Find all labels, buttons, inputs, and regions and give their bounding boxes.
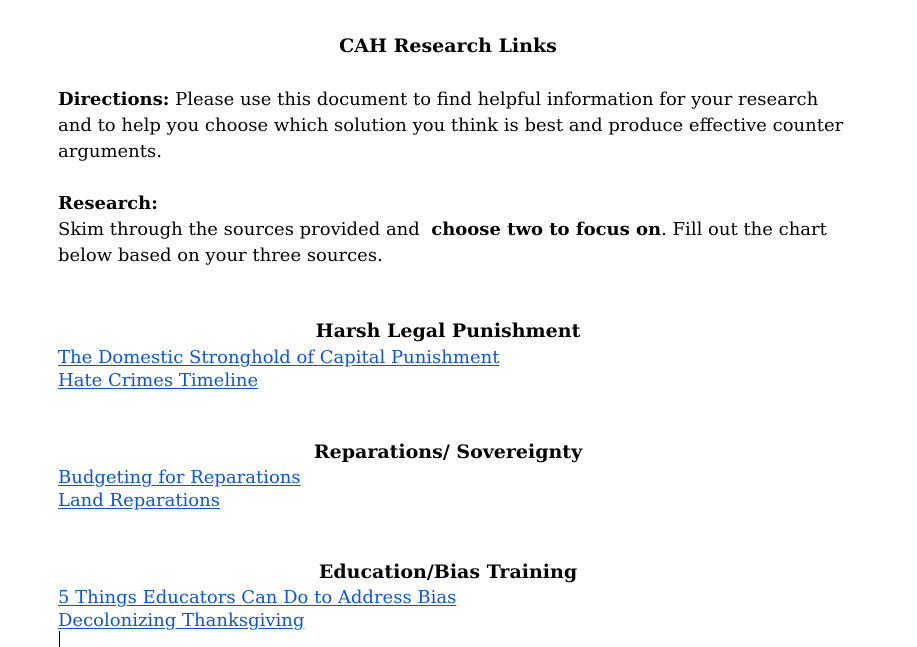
link-decolonizing-thanksgiving[interactable]: Decolonizing Thanksgiving — [58, 610, 305, 631]
research-text-before: Skim through the sources provided and — [58, 219, 432, 240]
link-hate-crimes-timeline[interactable]: Hate Crimes Timeline — [58, 370, 259, 391]
list-item — [58, 609, 456, 632]
document-title: CAH Research Links — [339, 35, 557, 57]
research-label: Research: — [58, 193, 158, 214]
link-five-things-educators-address-bias[interactable]: 5 Things Educators Can Do to Address Bias — [58, 587, 457, 608]
list-item — [58, 586, 456, 609]
research-text-emphasis: choose two to focus on — [431, 219, 662, 240]
list-item — [58, 466, 301, 489]
link-budgeting-for-reparations[interactable]: Budgeting for Reparations — [58, 467, 301, 488]
research-text-after: . Fill out the chart below based on your three sources. — [58, 219, 827, 266]
research-label-line — [58, 191, 848, 217]
link-list-reparations-sovereignty — [58, 466, 301, 512]
section-heading-education-bias-training: Education/Bias Training — [318, 561, 578, 583]
text-cursor — [59, 631, 60, 647]
link-list-education-bias-training — [58, 586, 456, 632]
directions-text: Please use this document to find helpful information for your research and to help you choose which solution you think is best and produce effective counter arguments. — [58, 89, 844, 162]
directions-paragraph — [58, 87, 848, 165]
list-item — [58, 346, 499, 369]
list-item — [58, 369, 499, 392]
research-instructions — [58, 217, 848, 269]
directions-label: Directions: — [58, 89, 170, 110]
section-heading-reparations-sovereignty: Reparations/ Sovereignty — [313, 441, 583, 463]
list-item — [58, 489, 301, 512]
link-list-harsh-legal-punishment — [58, 346, 499, 392]
section-heading-harsh-legal-punishment: Harsh Legal Punishment — [315, 320, 581, 342]
link-domestic-stronghold-capital-punishment[interactable]: The Domestic Stronghold of Capital Punishment — [58, 347, 500, 368]
link-land-reparations[interactable]: Land Reparations — [58, 490, 220, 511]
